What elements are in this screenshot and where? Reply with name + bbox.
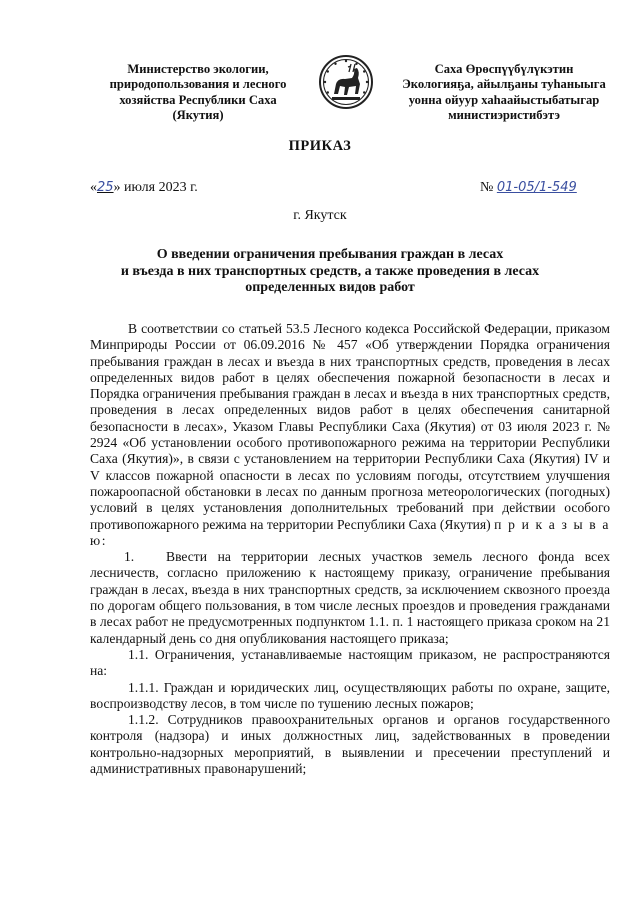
date-open-quote: «: [90, 180, 97, 195]
item-1-number: 1.: [124, 549, 135, 565]
yakutia-emblem-icon: [318, 54, 374, 110]
item-1-text: Ввести на территории лесных участков земель лесного фонда всех лесничеств, согласно приложению к настоящему приказу, ограничение пребывания граждан в лесах, въезда в них транспортных средств, за исключением сквозного проезда по дорогам общего пользования, в том числе лесных проездов и проведения гражданами в лесах работ не предусмотренных подпунктом 1.1. п. 1 настоящего приказа сроком на 21 календарный день со дня опубликования настоящего приказа;: [90, 549, 610, 646]
date-month-year: » июля 2023 г.: [113, 180, 198, 195]
order-title: ПРИКАЗ: [288, 138, 352, 154]
order-city: г. Якутск: [293, 208, 347, 223]
ministry-line: уонна ойуур хаһаайыстыбатыгар: [408, 92, 600, 107]
number-prefix: №: [480, 180, 494, 195]
ministry-line: Министерство экологии,: [127, 62, 269, 76]
ministry-line: Экологияҕа, айылҕаны туһаныыга: [402, 77, 606, 92]
ministry-name-sakha: [384, 62, 624, 124]
item-1: [90, 549, 610, 647]
item-1-1-2: 1.1.2. Сотрудников правоохранительных органов и органов государственного контроля (надзора) и иных должностных лиц, задействованных в проведении контрольно-надзорных мероприятий, в выявлении и пресечении преступлений и административных правонарушений;: [90, 712, 610, 777]
intro-paragraph: [90, 321, 610, 549]
subject-line: О введении ограничения пребывания граждан в лесах: [156, 247, 504, 262]
order-body: [90, 321, 610, 777]
date-day-handwritten: 25: [97, 180, 114, 195]
order-number: [480, 180, 577, 196]
order-subject: [95, 247, 565, 297]
ministry-name-russian: [98, 62, 298, 124]
item-1-1: 1.1. Ограничения, устанавливаемые настоящим приказом, не распространяются на:: [90, 646, 610, 679]
ministry-line: природопользования и лесного: [109, 77, 287, 92]
subject-line: определенных видов работ: [245, 280, 415, 296]
ministry-line: (Якутия): [172, 108, 224, 123]
item-1-1-1: 1.1.1. Граждан и юридических лиц, осуществляющих работы по охране, защите, воспроизводству лесов, в том числе по тушению лесных пожаров;: [90, 679, 610, 711]
intro-text: В соответствии со статьей 53.5 Лесного кодекса Российской Федерации, приказом Минприроды России от 06.09.2016 № 457 «Об утверждении Порядка ограничения пребывания граждан в лесах и въезда в них транспортных средств, проведения в лесах определенных видов работ в целях обеспечения пожарной безопасности в лесах и Порядка ограничения пребывания граждан в лесах и въезда в них транспортных средств, проведения в лесах определенных видов работ в целях обеспечения санитарной безопасности в лесах», Указом Главы Республики Саха (Якутия) от 03 июля 2023 г. № 2924 «Об установлении особого противопожарного режима на территории Республики Саха (Якутия)», в связи с установлением на территории Республики Саха (Якутия) IV и V классов пожарной опасности в лесах по условиям погоды, отсутствием улучшения пожароопасной обстановки в лесах по данным прогноза метеорологических (погодных) условий в целях установления дополнительных требований при действии особого противопожарного режима на территории Республики Саха (Якутия): [90, 321, 610, 532]
ministry-line: министиэристибэтэ: [448, 108, 560, 123]
subject-line: и въезда в них транспортных средств, а также проведения в лесах: [120, 263, 540, 279]
number-value-handwritten: 01-05/1-549: [496, 180, 577, 195]
intro-order-word: п р и к а з ы в а ю:: [90, 516, 610, 548]
ministry-line: Саха Өрөспүүбүлүкэтин: [434, 62, 574, 76]
order-date: [90, 180, 198, 196]
ministry-line: хозяйства Республики Саха: [119, 92, 277, 107]
